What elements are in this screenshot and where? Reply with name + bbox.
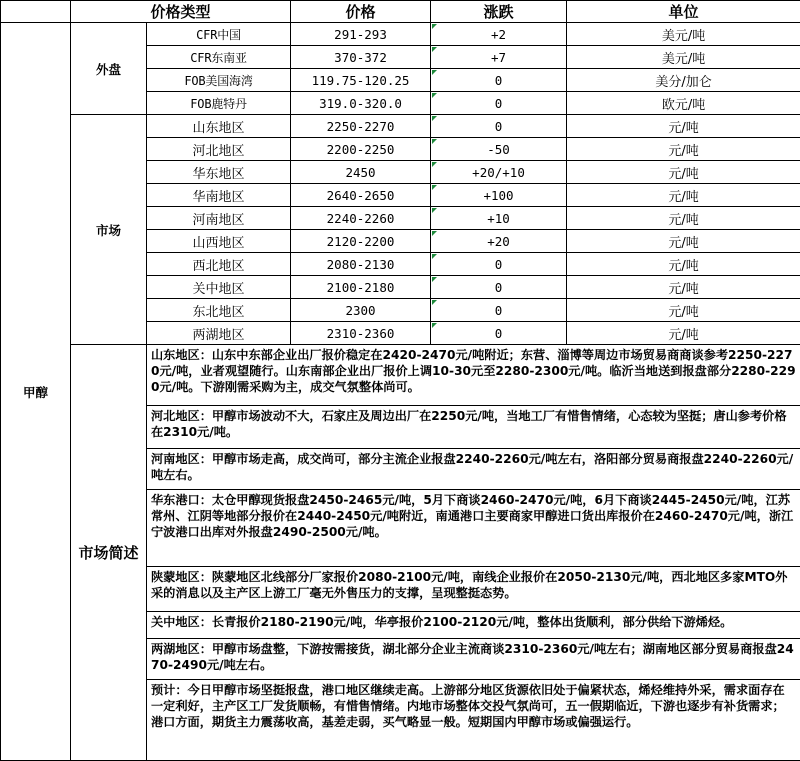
- price-change: +10: [431, 207, 567, 230]
- header-change: 涨跌: [431, 1, 567, 23]
- region-name: 西北地区: [147, 253, 291, 276]
- region-name: 河南地区: [147, 207, 291, 230]
- price-value: 2240-2260: [291, 207, 431, 230]
- price-value: 119.75-120.25: [291, 69, 431, 92]
- price-value: 2640-2650: [291, 184, 431, 207]
- price-unit: 元/吨: [567, 322, 800, 345]
- price-unit: 美元/吨: [567, 46, 800, 69]
- region-name: 山东地区: [147, 115, 291, 138]
- header-price: 价格: [291, 1, 431, 23]
- region-name: 东北地区: [147, 299, 291, 322]
- price-change: 0: [431, 69, 567, 92]
- price-change: 0: [431, 322, 567, 345]
- price-unit: 元/吨: [567, 253, 800, 276]
- price-value: 319.0-320.0: [291, 92, 431, 115]
- note-shaanxi-mongolia: 陕蒙地区：陕蒙地区北线部分厂家报价2080-2100元/吨，南线企业报价在2050-2130元/吨，西北地区多家MTO外采的消息以及主产区上游工厂毫无外售压力的支撑，呈现整挺态势。: [147, 567, 800, 612]
- note-forecast: 预计：今日甲醇市场坚挺报盘，港口地区继续走高。上游部分地区货源依旧处于偏紧状态，烯烃维持外采，需求面存在一定利好，主产区工厂发货顺畅，有惜售情绪。内地市场整体交投气氛尚可，五一假期临近，下游也逐步有补货需求；港口方面，期货主力震荡收高，基差走弱，买气略显一般。短期国内甲醇市场或偏强运行。: [147, 680, 800, 760]
- price-unit: 元/吨: [567, 184, 800, 207]
- price-change: 0: [431, 115, 567, 138]
- note-guanzhong: 关中地区：长青报价2180-2190元/吨，华亭报价2100-2120元/吨，整体出货顺利，部分供给下游烯烃。: [147, 612, 800, 639]
- group-foreign: 外盘: [71, 23, 147, 115]
- note-henan: 河南地区：甲醇市场走高，成交尚可，部分主流企业报盘2240-2260元/吨左右，洛阳部分贸易商报盘2240-2260元/吨左右。: [147, 449, 800, 490]
- price-unit: 元/吨: [567, 230, 800, 253]
- price-value: 2250-2270: [291, 115, 431, 138]
- price-value: 370-372: [291, 46, 431, 69]
- price-name: FOB鹿特丹: [147, 92, 291, 115]
- table-row: [1, 115, 800, 138]
- price-name: CFR中国: [147, 23, 291, 46]
- price-change: +2: [431, 23, 567, 46]
- region-name: 河北地区: [147, 138, 291, 161]
- price-change: 0: [431, 253, 567, 276]
- price-name: FOB美国海湾: [147, 69, 291, 92]
- price-value: 2200-2250: [291, 138, 431, 161]
- price-name: CFR东南亚: [147, 46, 291, 69]
- header-blank-cell: [1, 1, 71, 23]
- price-value: 2100-2180: [291, 276, 431, 299]
- price-unit: 美元/吨: [567, 23, 800, 46]
- price-value: 2300: [291, 299, 431, 322]
- region-name: 华东地区: [147, 161, 291, 184]
- note-shandong: 山东地区：山东中东部企业出厂报价稳定在2420-2470元/吨附近；东营、淄博等周边市场贸易商商谈参考2250-2270元/吨，业者观望随行。山东南部企业出厂报价上调10-30元至2280-2300元/吨。临沂当地送到报盘部分2280-2290元/吨。下游刚需采购为主，成交气氛整体尚可。: [147, 345, 800, 406]
- price-value: 2450: [291, 161, 431, 184]
- price-unit: 元/吨: [567, 161, 800, 184]
- price-value: 2080-2130: [291, 253, 431, 276]
- price-change: 0: [431, 92, 567, 115]
- price-unit: 元/吨: [567, 115, 800, 138]
- price-value: 2120-2200: [291, 230, 431, 253]
- price-unit: 美分/加仑: [567, 69, 800, 92]
- summary-row: [1, 345, 800, 761]
- header-price-type: 价格类型: [71, 1, 291, 23]
- group-summary: 市场简述: [71, 345, 147, 761]
- group-market: 市场: [71, 115, 147, 345]
- region-name: 山西地区: [147, 230, 291, 253]
- price-unit: 元/吨: [567, 276, 800, 299]
- region-name: 关中地区: [147, 276, 291, 299]
- price-unit: 元/吨: [567, 138, 800, 161]
- price-change: +20: [431, 230, 567, 253]
- price-unit: 元/吨: [567, 207, 800, 230]
- price-value: 291-293: [291, 23, 431, 46]
- price-change: +100: [431, 184, 567, 207]
- table-row: [1, 23, 800, 46]
- price-unit: 欧元/吨: [567, 92, 800, 115]
- price-change: 0: [431, 276, 567, 299]
- price-change: -50: [431, 138, 567, 161]
- price-change: +7: [431, 46, 567, 69]
- summary-notes: [147, 345, 800, 761]
- note-hebei: 河北地区：甲醇市场波动不大，石家庄及周边出厂在2250元/吨，当地工厂有惜售情绪，心态较为坚挺；唐山参考价格在2310元/吨。: [147, 406, 800, 449]
- price-change: +20/+10: [431, 161, 567, 184]
- price-change: 0: [431, 299, 567, 322]
- note-hubei-hunan: 两湖地区：甲醇市场盘整，下游按需接货，湖北部分企业主流商谈2310-2360元/吨左右；湖南地区部分贸易商报盘2470-2490元/吨左右。: [147, 639, 800, 680]
- note-east-china-port: 华东港口：太仓甲醇现货报盘2450-2465元/吨，5月下商谈2460-2470元/吨，6月下商谈2445-2450元/吨，江苏常州、江阴等地部分报价在2440-2450元/吨附近，南通港口主要商家甲醇进口货出库报价在2460-2470元/吨，浙江宁波港口出库对外报盘2490-2500元/吨。: [147, 490, 800, 567]
- region-name: 华南地区: [147, 184, 291, 207]
- price-value: 2310-2360: [291, 322, 431, 345]
- product-name: 甲醇: [1, 23, 71, 761]
- region-name: 两湖地区: [147, 322, 291, 345]
- header-unit: 单位: [567, 1, 800, 23]
- header-row: [1, 1, 800, 23]
- price-unit: 元/吨: [567, 299, 800, 322]
